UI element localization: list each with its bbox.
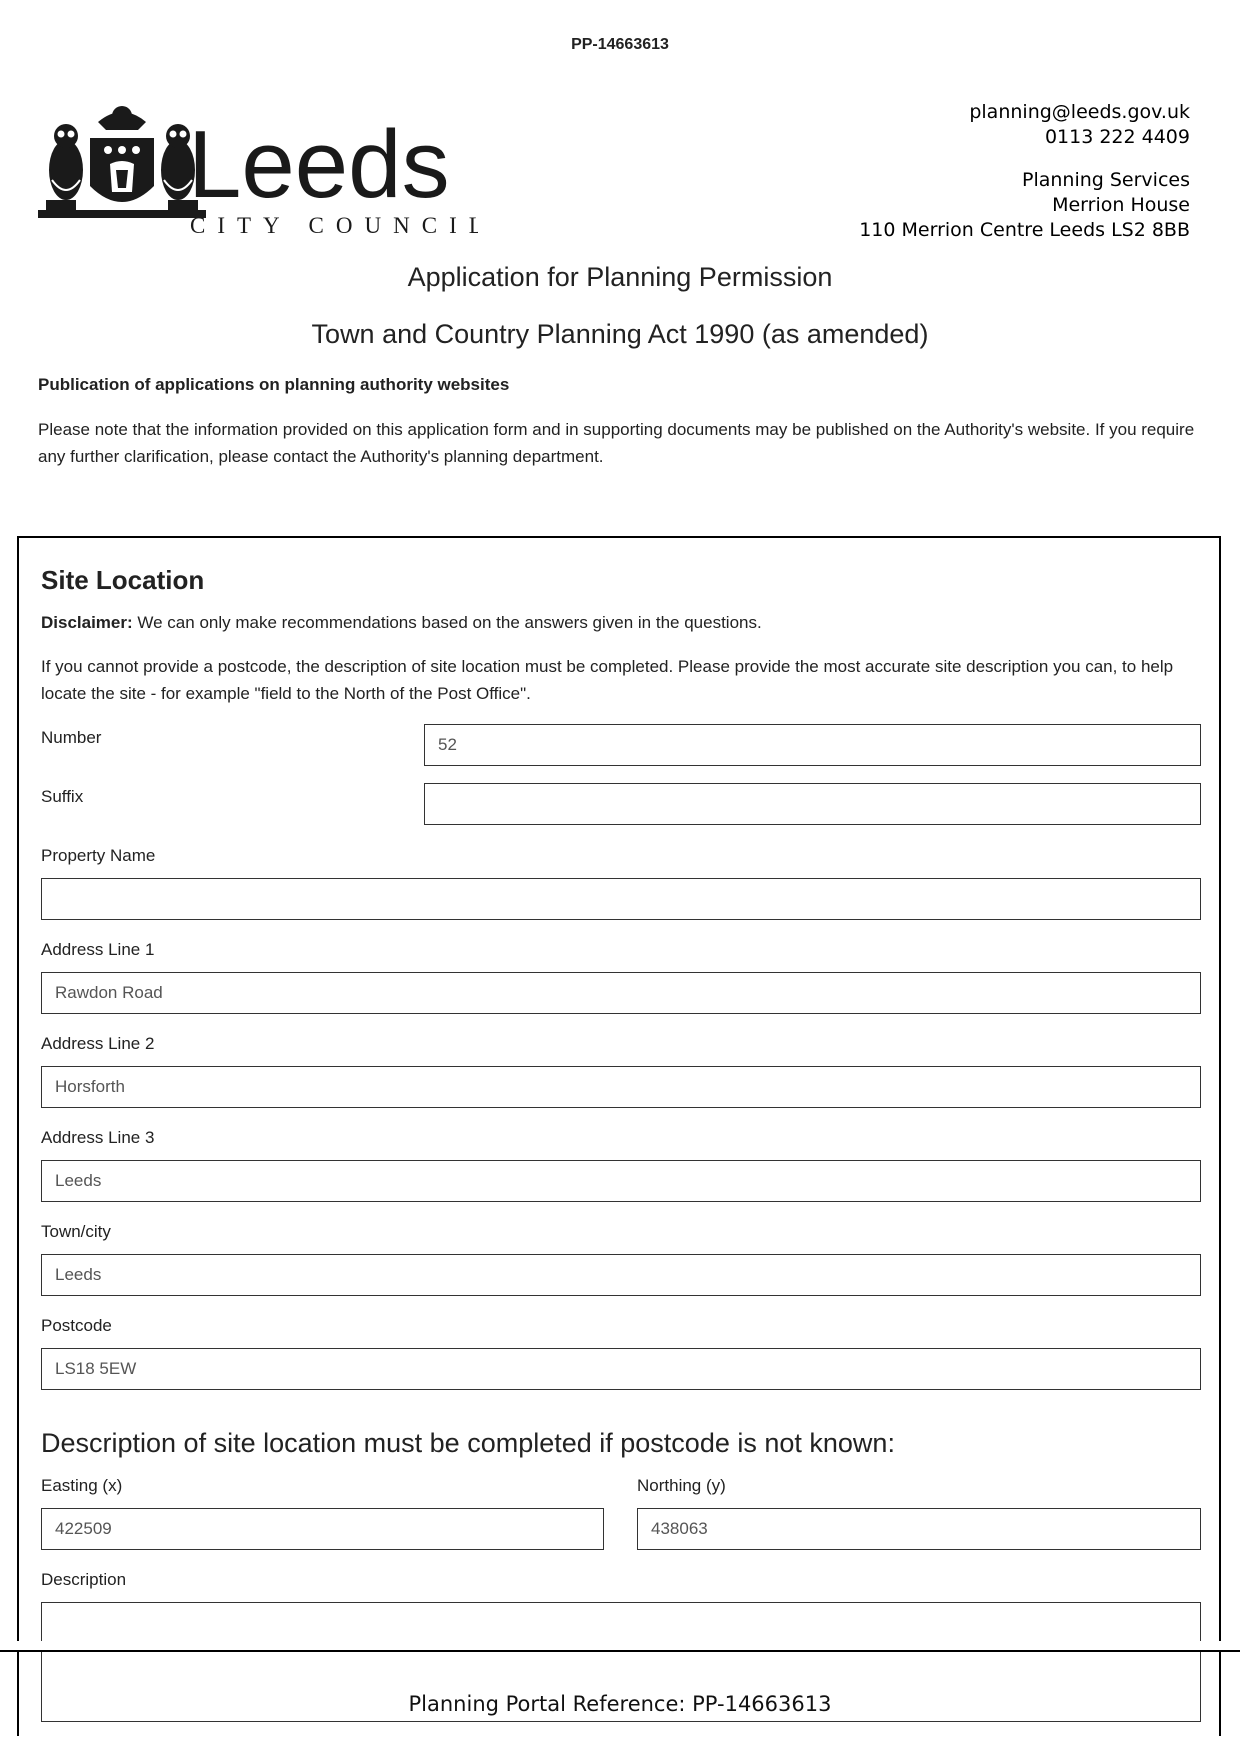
contact-email: planning@leeds.gov.uk — [969, 101, 1190, 123]
property-name-input[interactable] — [41, 878, 1201, 920]
contact-department: Planning Services — [1021, 169, 1190, 191]
suffix-label: Suffix — [41, 787, 84, 806]
form-title: Application for Planning Permission — [407, 262, 833, 292]
logo-subtitle: CITY COUNCIL — [190, 213, 478, 238]
description-label: Description — [41, 1570, 127, 1589]
address-line-3-label: Address Line 3 — [41, 1128, 155, 1147]
disclaimer — [41, 609, 1201, 636]
easting-label: Easting (x) — [41, 1476, 123, 1495]
coat-of-arms-owls-icon — [38, 100, 478, 240]
footer-reference: Planning Portal Reference: PP-14663613 — [408, 1692, 832, 1716]
contact-building: Merrion House — [1052, 194, 1190, 216]
property-name-label: Property Name — [41, 846, 156, 865]
footer-divider — [0, 1650, 1240, 1652]
northing-input[interactable]: 438063 — [637, 1508, 1201, 1550]
reference-number: PP-14663613 — [571, 36, 669, 53]
contact-phone: 0113 222 4409 — [1044, 126, 1190, 148]
form-subtitle: Town and Country Planning Act 1990 (as amended) — [311, 319, 929, 349]
contact-address: 110 Merrion Centre Leeds LS2 8BB — [859, 219, 1190, 241]
address-line-2-input[interactable]: Horsforth — [41, 1066, 1201, 1108]
leeds-city-council-logo — [38, 100, 478, 240]
suffix-input[interactable] — [424, 783, 1201, 825]
easting-input[interactable]: 422509 — [41, 1508, 604, 1550]
number-input[interactable]: 52 — [424, 724, 1201, 766]
northing-label: Northing (y) — [637, 1476, 726, 1495]
publication-text: Please note that the information provided on this application form and in supporting documents may be published on the Authority's website. If you require any further clarification, please contact the Authority's planning department. — [38, 420, 1195, 466]
section-heading: Site Location — [41, 565, 205, 595]
town-city-input[interactable]: Leeds — [41, 1254, 1201, 1296]
disclaimer-label: Disclaimer: — [41, 613, 133, 632]
logo-wordmark: Leeds — [188, 111, 450, 218]
postcode-input[interactable]: LS18 5EW — [41, 1348, 1201, 1390]
site-location-section — [17, 536, 1221, 1736]
address-line-1-input[interactable]: Rawdon Road — [41, 972, 1201, 1014]
contact-block — [859, 100, 1190, 243]
description-heading: Description of site location must be completed if postcode is not known: — [41, 1428, 895, 1458]
address-line-2-label: Address Line 2 — [41, 1034, 155, 1053]
address-line-3-input[interactable]: Leeds — [41, 1160, 1201, 1202]
address-line-1-label: Address Line 1 — [41, 940, 155, 959]
publication-heading: Publication of applications on planning authority websites — [38, 375, 510, 394]
number-label: Number — [41, 728, 102, 747]
disclaimer-text: We can only make recommendations based on the answers given in the questions. — [132, 613, 762, 632]
instruction-text: If you cannot provide a postcode, the description of site location must be completed. Please provide the most accurate site description you can, to help locate the site - for example "field to the North of the Post Office". — [41, 657, 1174, 703]
postcode-label: Postcode — [41, 1316, 112, 1335]
town-city-label: Town/city — [41, 1222, 111, 1241]
